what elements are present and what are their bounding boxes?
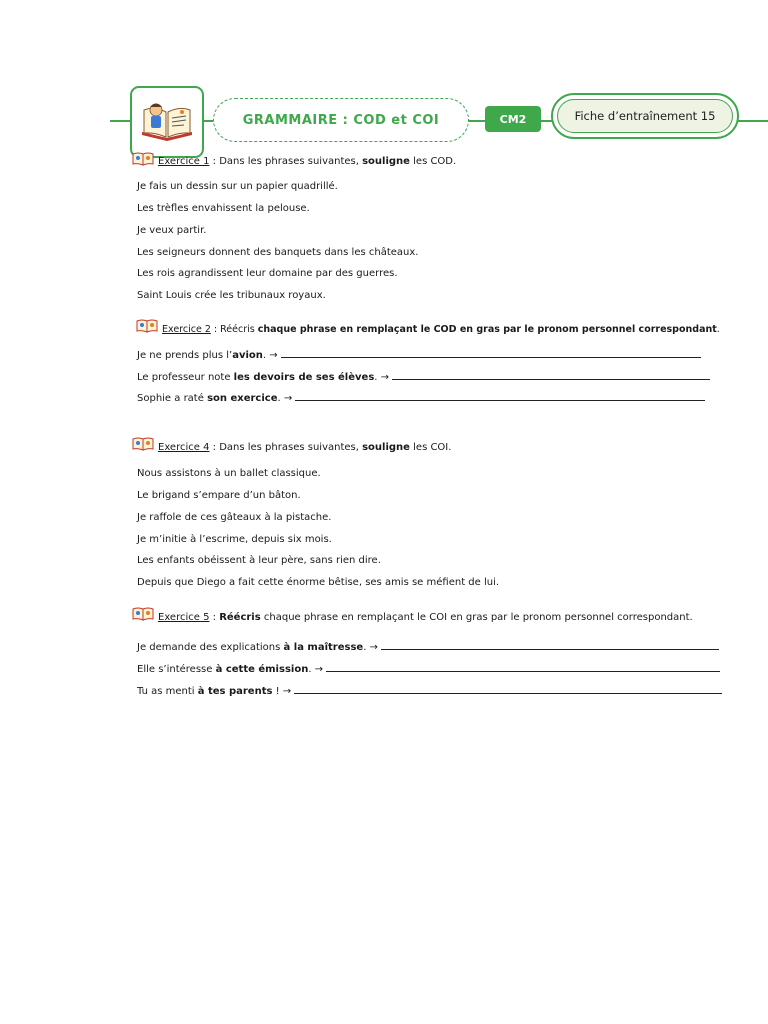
instruction-text: les COI. (409, 442, 452, 453)
instruction-keyword: Réécris (219, 612, 261, 623)
exercise-book-icon (132, 606, 154, 621)
answer-blank[interactable] (392, 370, 710, 380)
instruction-text: Dans les phrases suivantes, (219, 156, 363, 167)
sentence: Les enfants obéissent à leur père, sans rien dire. (137, 555, 381, 566)
heading-separator: : (210, 324, 221, 335)
item-arrow: . → (363, 642, 378, 653)
item-arrow: . → (308, 664, 324, 675)
heading-separator: : (209, 156, 220, 167)
answer-blank[interactable] (326, 662, 720, 672)
rewrite-item (137, 640, 719, 654)
sentence: Je m’initie à l’escrime, depuis six mois. (137, 534, 332, 545)
sentence: Depuis que Diego a fait cette énorme bêtise, ses amis se méfient de lui. (137, 577, 500, 588)
exercise-4-title: Exercice 4 (158, 442, 210, 453)
exercise-1-title: Exercice 1 (158, 156, 210, 167)
heading-separator: : (209, 612, 220, 623)
sentence: Les seigneurs donnent des banquets dans les châteaux. (137, 247, 419, 258)
fiche-label-frame (551, 93, 739, 139)
item-text: Elle s’intéresse (137, 664, 216, 675)
sentence: Je fais un dessin sur un papier quadrillé. (137, 181, 338, 192)
rewrite-item (137, 348, 701, 362)
instruction-text: . (716, 324, 720, 335)
instruction-keyword: souligne (362, 442, 410, 453)
sentence: Les trèfles envahissent la pelouse. (137, 203, 310, 214)
instruction-keyword: souligne (362, 156, 410, 167)
item-highlight: à cette émission (215, 664, 309, 675)
item-highlight: avion (232, 350, 263, 361)
rewrite-item (137, 662, 720, 676)
instruction-text: Réécris (220, 324, 258, 335)
answer-blank[interactable] (281, 348, 701, 358)
instruction-keyword: chaque phrase en remplaçant le COD en gras par le pronom personnel correspondant (257, 324, 717, 335)
item-arrow: . → (374, 372, 390, 383)
answer-blank[interactable] (294, 684, 722, 694)
item-arrow: . → (277, 393, 293, 404)
sentence: Je raffole de ces gâteaux à la pistache. (137, 512, 332, 523)
item-text: Tu as menti (137, 686, 198, 697)
item-text: Je ne prends plus l’ (137, 350, 233, 361)
rewrite-item (137, 684, 722, 698)
instruction-text: Dans les phrases suivantes, (219, 442, 363, 453)
book-logo (130, 86, 204, 158)
answer-blank[interactable] (295, 391, 705, 401)
book-illustration-icon (132, 88, 202, 156)
exercise-book-icon (132, 151, 154, 166)
header-line-left (110, 120, 132, 122)
header-line-connector (468, 120, 486, 122)
sentence: Nous assistons à un ballet classique. (137, 468, 321, 479)
item-arrow: ! → (272, 686, 292, 697)
item-text: Je demande des explications (137, 642, 284, 653)
item-highlight: à la maîtresse (283, 642, 364, 653)
rewrite-item (137, 370, 710, 384)
header-line-right (738, 120, 768, 122)
item-highlight: son exercice (207, 393, 278, 404)
heading-separator: : (209, 442, 220, 453)
level-badge: CM2 (485, 106, 541, 132)
instruction-text: chaque phrase en remplaçant le COI en gras par le pronom personnel correspondant. (260, 612, 693, 623)
fiche-label: Fiche d’entraînement 15 (557, 99, 733, 133)
exercise-1-heading (158, 155, 456, 168)
item-highlight: à tes parents (197, 686, 273, 697)
exercise-book-icon (132, 436, 154, 451)
sentence: Le brigand s’empare d’un bâton. (137, 490, 301, 501)
page-title: GRAMMAIRE : COD et COI (213, 98, 469, 142)
item-text: Sophie a raté (137, 393, 208, 404)
item-arrow: . → (262, 350, 278, 361)
exercise-book-icon (136, 318, 158, 333)
item-highlight: les devoirs de ses élèves (233, 372, 375, 383)
sentence: Je veux partir. (137, 225, 207, 236)
exercise-2-title: Exercice 2 (162, 324, 211, 335)
item-text: Le professeur note (137, 372, 234, 383)
instruction-text: les COD. (409, 156, 457, 167)
exercise-5-heading (158, 611, 693, 624)
exercise-4-heading (158, 441, 451, 454)
exercise-5-title: Exercice 5 (158, 612, 210, 623)
rewrite-item (137, 391, 705, 405)
exercise-2-heading (162, 323, 720, 336)
sentence: Saint Louis crée les tribunaux royaux. (137, 290, 326, 301)
answer-blank[interactable] (381, 640, 719, 650)
sentence: Les rois agrandissent leur domaine par des guerres. (137, 268, 398, 279)
